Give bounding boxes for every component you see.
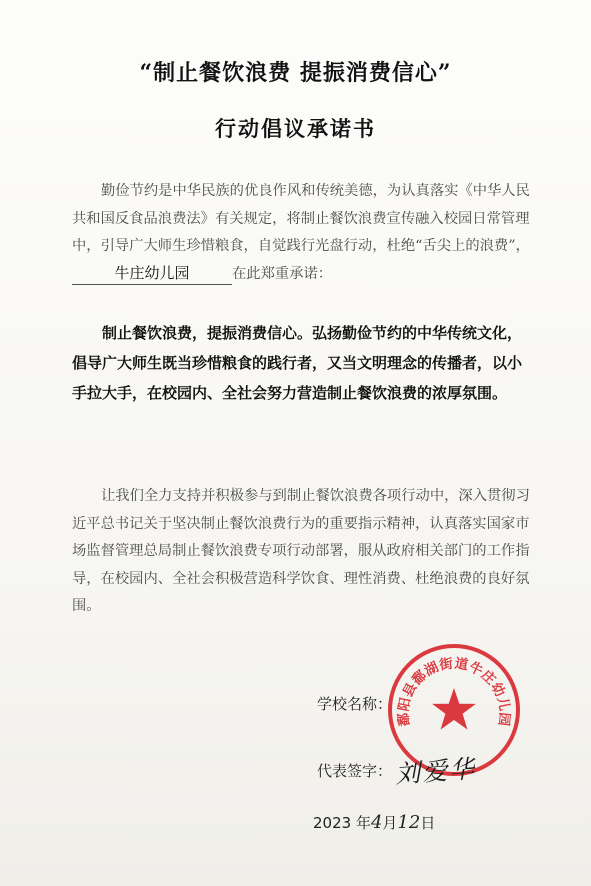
paragraph-intro-text: 勤俭节约是中华民族的优良作风和传统美德，为认真落实《中华人民共和国反食品浪费法》有关规定，将制止餐饮浪费宣传融入校园日常管理中，引导广大师生珍惜粮食，自觉践行光盘行动，杜绝“舌尖上的浪费”， [72,183,530,254]
paragraph-pledge: 制止餐饮浪费，提振消费信心。弘扬勤俭节约的中华传统文化，倡导广大师生既当珍惜粮食的践行者，又当文明理念的传播者，以小手拉大手，在校园内、全社会努力营造制止餐饮浪费的浓厚氛围。 [72,324,523,402]
representative-label: 代表签字： [317,762,393,780]
date-day: 12 [397,812,421,833]
paragraph-intro-end: 在此郑重承诺： [232,265,333,282]
document-subtitle: 行动倡议承诺书 [215,116,376,141]
date-year: 2023 年 [313,814,371,832]
school-name-label: 学校名称： [317,695,393,713]
document-title: “制止餐饮浪费 提振消费信心” [139,60,452,86]
date-month: 4 [370,812,383,833]
handwritten-signature: 刘爱华 [394,754,478,789]
date-day-unit: 日 [420,814,436,832]
school-name-fill: 牛庄幼儿园 [72,262,232,285]
date-line [313,812,435,833]
paragraph-action: 让我们全力支持并积极参与到制止餐饮浪费各项行动中，深入贯彻习近平总书记关于坚决制止餐饮浪费行为的重要指示精神，认真落实国家市场监督管理总局制止餐饮浪费专项行动部署，服从政府相关部门的工作指导，在校园内、全社会积极营造科学饮食、理性消费、杜绝浪费的良好氛围。 [72,488,530,614]
seal-star [432,688,476,730]
date-month-unit: 月 [382,814,398,832]
paragraph-intro [72,178,532,288]
seal-text: 鄱阳县鄱湖街道牛庄幼儿园 [395,655,513,728]
